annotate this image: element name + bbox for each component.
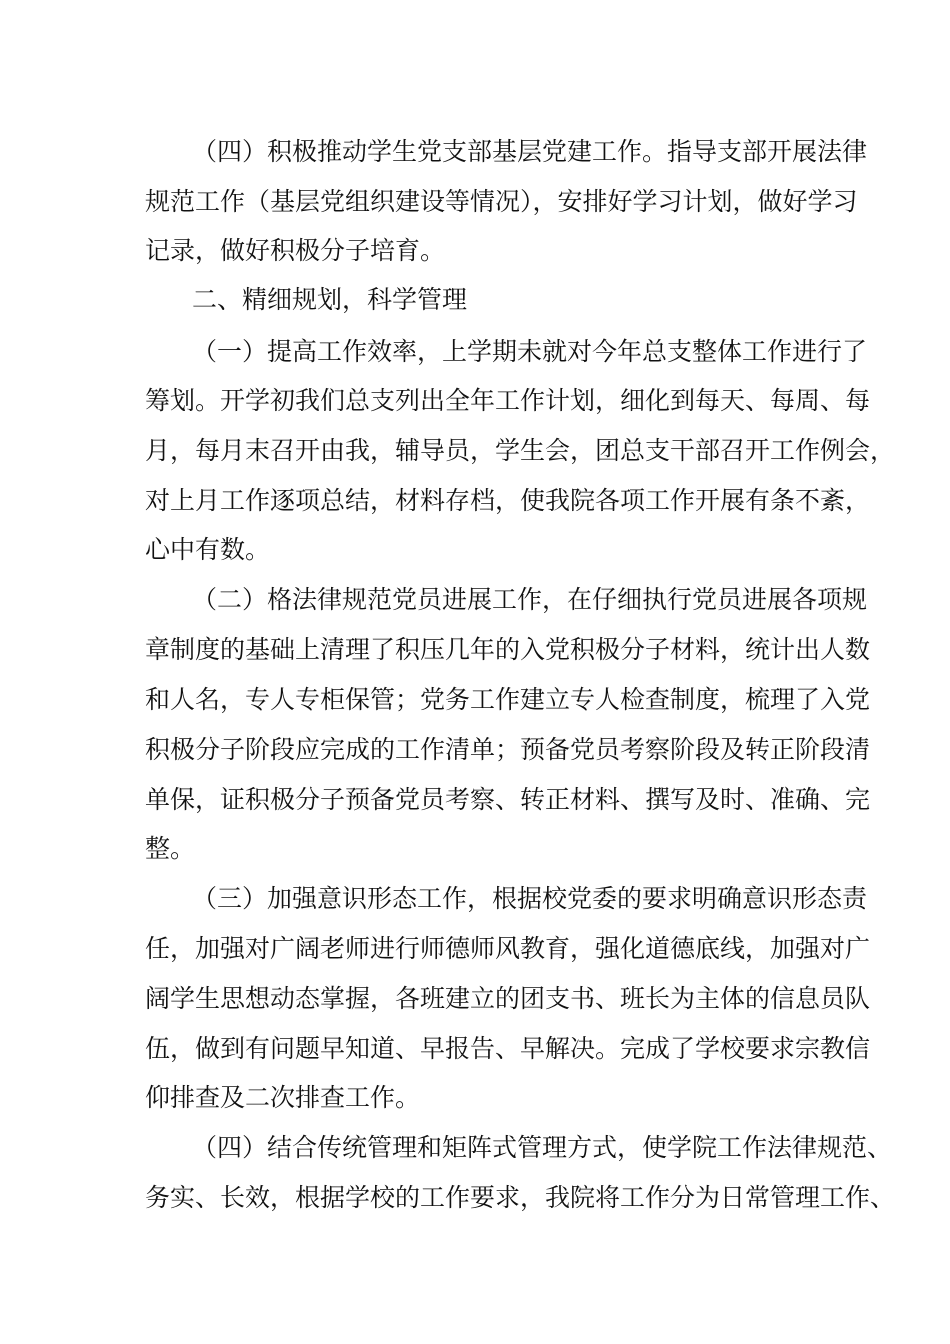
text-line: 仰排查及二次排查工作。 [145, 1083, 421, 1112]
text-line: 对上月工作逐项总结，材料存档，使我院各项工作开展有条不紊， [145, 486, 871, 515]
text-line: 积极分子阶段应完成的工作清单；预备党员考察阶段及转正阶段清 [145, 735, 871, 764]
text-line: 心中有数。 [145, 535, 271, 564]
text-line: 阔学生思想动态掌握，各班建立的团支书、班长为主体的信息员队 [145, 984, 871, 1013]
text-line: 章制度的基础上清理了积压几年的入党积极分子材料，统计出人数 [145, 635, 871, 664]
text-line: （一）提高工作效率，上学期未就对今年总支整体工作进行了 [192, 337, 868, 366]
text-line: 筹划。开学初我们总支列出全年工作计划，细化到每天、每周、每 [145, 386, 871, 415]
text-line: 记录，做好积极分子培育。 [145, 236, 446, 265]
text-line: （二）格法律规范党员进展工作，在仔细执行党员进展各项规 [192, 585, 868, 614]
text-line: （四）积极推动学生党支部基层党建工作。指导支部开展法律 [192, 137, 868, 166]
text-line: 月，每月末召开由我，辅导员，学生会，团总支干部召开工作例会， [145, 436, 896, 465]
text-line: 规范工作（基层党组织建设等情况），安排好学习计划，做好学习 [145, 187, 858, 216]
text-line: 单保，证积极分子预备党员考察、转正材料、撰写及时、准确、完 [145, 785, 871, 814]
text-line: （三）加强意识形态工作，根据校党委的要求明确意识形态责 [192, 884, 868, 913]
text-line: 伍，做到有问题早知道、早报告、早解决。完成了学校要求宗教信 [145, 1034, 871, 1063]
text-line: 任，加强对广阔老师进行师德师风教育，强化道德底线，加强对广 [145, 934, 871, 963]
text-line: 整。 [145, 834, 196, 863]
text-line: （四）结合传统管理和矩阵式管理方式，使学院工作法律规范、 [192, 1133, 893, 1162]
text-line: 务实、长效，根据学校的工作要求，我院将工作分为日常管理工作、 [145, 1183, 896, 1212]
section-heading: 二、精细规划，科学管理 [192, 285, 468, 314]
text-line: 和人名，专人专柜保管；党务工作建立专人检查制度，梳理了入党 [145, 685, 871, 714]
